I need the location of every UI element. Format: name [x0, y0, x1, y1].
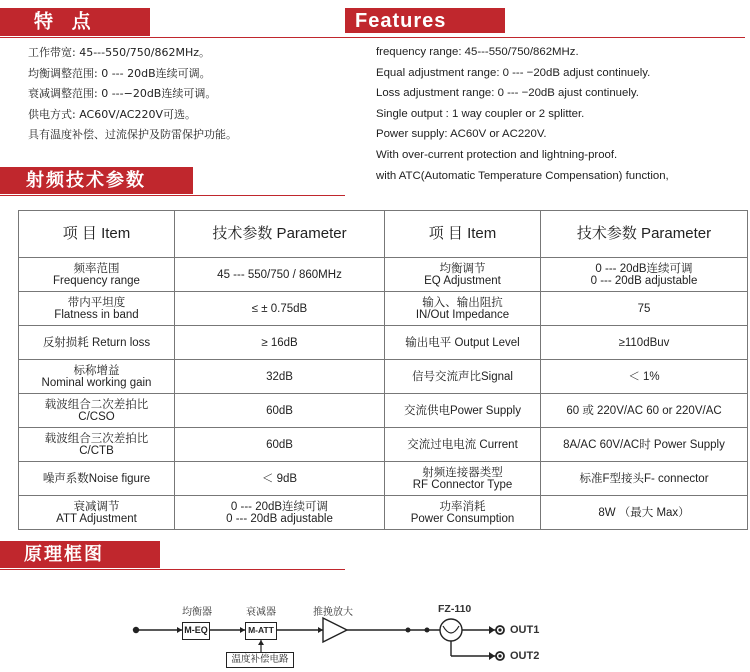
coupler-icon: [440, 619, 462, 641]
cell-line: IN/Out Impedance: [415, 308, 510, 321]
cell-line: ≥110dBuv: [618, 336, 670, 349]
cell-line: Nominal working gain: [41, 376, 152, 389]
features-cn-item: 工作带宽: 45---550/750/862MHz。: [28, 46, 211, 59]
arrow-right-icon: [318, 627, 323, 633]
cell-line: 带内平坦度: [67, 296, 126, 309]
cell-line: Flatness in band: [54, 308, 139, 321]
header-parameter-2: 技术参数 Parameter: [541, 211, 748, 258]
features-en-item: frequency range: 45---550/750/862MHz.: [376, 46, 579, 58]
features-cn-item: 供电方式: AC60V/AC220V可选。: [28, 107, 196, 121]
cell-line: C/CSO: [78, 410, 115, 423]
cell-line: 频率范围: [73, 262, 120, 275]
cell-line: EQ Adjustment: [424, 274, 501, 287]
cell-line: 噪声系数Noise figure: [42, 472, 151, 485]
label-fz-110: FZ-110: [438, 603, 472, 615]
cell-line: 射频连接器类型: [422, 466, 503, 479]
cell-line: ≤ ± 0.75dB: [251, 302, 308, 315]
cell-line: 信号交流声比Signal: [412, 370, 513, 383]
label-push-pull-amp: 推挽放大: [313, 607, 353, 618]
cell-line: C/CTB: [79, 444, 114, 457]
features-en-item: Equal adjustment range: 0 --- −20dB adjust continuely.: [376, 66, 651, 79]
cell-line: 0 --- 20dB adjustable: [226, 512, 333, 525]
features-en-item: with ATC(Automatic Temperature Compensation) function,: [376, 169, 669, 182]
amplifier-icon: [323, 618, 347, 642]
features-en-title: Features: [355, 9, 447, 32]
cell-line: 8A/AC 60V/AC时 Power Supply: [563, 438, 725, 451]
equalizer-block: M-EQ: [182, 622, 210, 640]
label-attenuator: 衰减器: [246, 607, 276, 618]
cell-line: 交流过电电流 Current: [407, 438, 518, 451]
cell-line: 载波组合三次差拍比: [44, 432, 149, 445]
cell-line: 45 --- 550/750 / 860MHz: [217, 268, 342, 281]
cell-line: ATT Adjustment: [56, 512, 137, 525]
cell-line: 60dB: [266, 438, 293, 451]
cell-line: ＜ 1%: [628, 370, 660, 383]
cell-line: 输入、输出阻抗: [422, 296, 503, 309]
cell-line: 标准F型接头F- connector: [579, 472, 709, 485]
temp-compensation-block: 温度补偿电路: [226, 652, 294, 668]
cell-line: 载波组合二次差拍比: [44, 398, 149, 411]
header-item-1: 项 目 Item: [19, 211, 175, 258]
input-terminal-icon: [133, 627, 139, 633]
cell-line: 交流供电Power Supply: [404, 404, 521, 417]
cell-line: 0 --- 20dB连续可调: [595, 262, 693, 275]
features-en-item: With over-current protection and lightning-proof.: [376, 148, 618, 161]
cell-line: 功率消耗: [439, 500, 486, 513]
features-cn-item: 均衡调整范围: 0 --- 20dB连续可调。: [28, 66, 211, 80]
cell-line: Power Consumption: [410, 512, 515, 525]
cell-line: 0 --- 20dB连续可调: [230, 500, 329, 513]
cell-line: 75: [637, 302, 651, 315]
features-en-item: Loss adjustment range: 0 --- −20dB ajust continuely.: [376, 87, 639, 100]
features-cn-title: 特 点: [34, 10, 97, 33]
label-equalizer: 均衡器: [182, 607, 212, 618]
cell-line: 60dB: [266, 404, 293, 417]
features-cn-item: 衰减调整范围: 0 ---−20dB连续可调。: [28, 87, 217, 101]
features-cn-item: 具有温度补偿、过流保护及防雷保护功能。: [28, 128, 237, 142]
cell-line: 输出电平 Output Level: [405, 336, 520, 349]
arrow-up-icon: [258, 640, 264, 645]
rf-title: 射频技术参数: [26, 169, 146, 191]
cell-line: 32dB: [266, 370, 293, 383]
out2-label: OUT2: [510, 650, 540, 662]
cell-line: RF Connector Type: [412, 478, 513, 491]
cell-line: 0 --- 20dB adjustable: [590, 274, 698, 287]
cell-line: 反射损耗 Return loss: [42, 336, 151, 349]
arrow-right-icon: [489, 626, 495, 634]
cell-line: 60 或 220V/AC 60 or 220V/AC: [566, 404, 722, 417]
cell-line: 标称增益: [73, 364, 120, 377]
arrow-right-icon: [489, 652, 495, 660]
cell-line: ＜ 9dB: [261, 472, 298, 485]
header-item-2: 项 目 Item: [385, 211, 541, 258]
cell-line: ≥ 16dB: [261, 336, 298, 349]
attenuator-block: M-ATT: [245, 622, 277, 640]
cell-line: Frequency range: [53, 274, 140, 287]
header-parameter-1: 技术参数 Parameter: [175, 211, 385, 258]
features-en-item: Power supply: AC60V or AC220V.: [376, 128, 547, 141]
cell-line: 均衡调节: [439, 262, 486, 275]
features-en-item: Single output : 1 way coupler or 2 splitter.: [376, 107, 585, 120]
cell-line: 8W （最大 Max）: [598, 506, 690, 519]
principle-title: 原理框图: [24, 543, 104, 565]
out1-label: OUT1: [510, 624, 540, 636]
cell-line: 衰减调节: [73, 500, 120, 513]
